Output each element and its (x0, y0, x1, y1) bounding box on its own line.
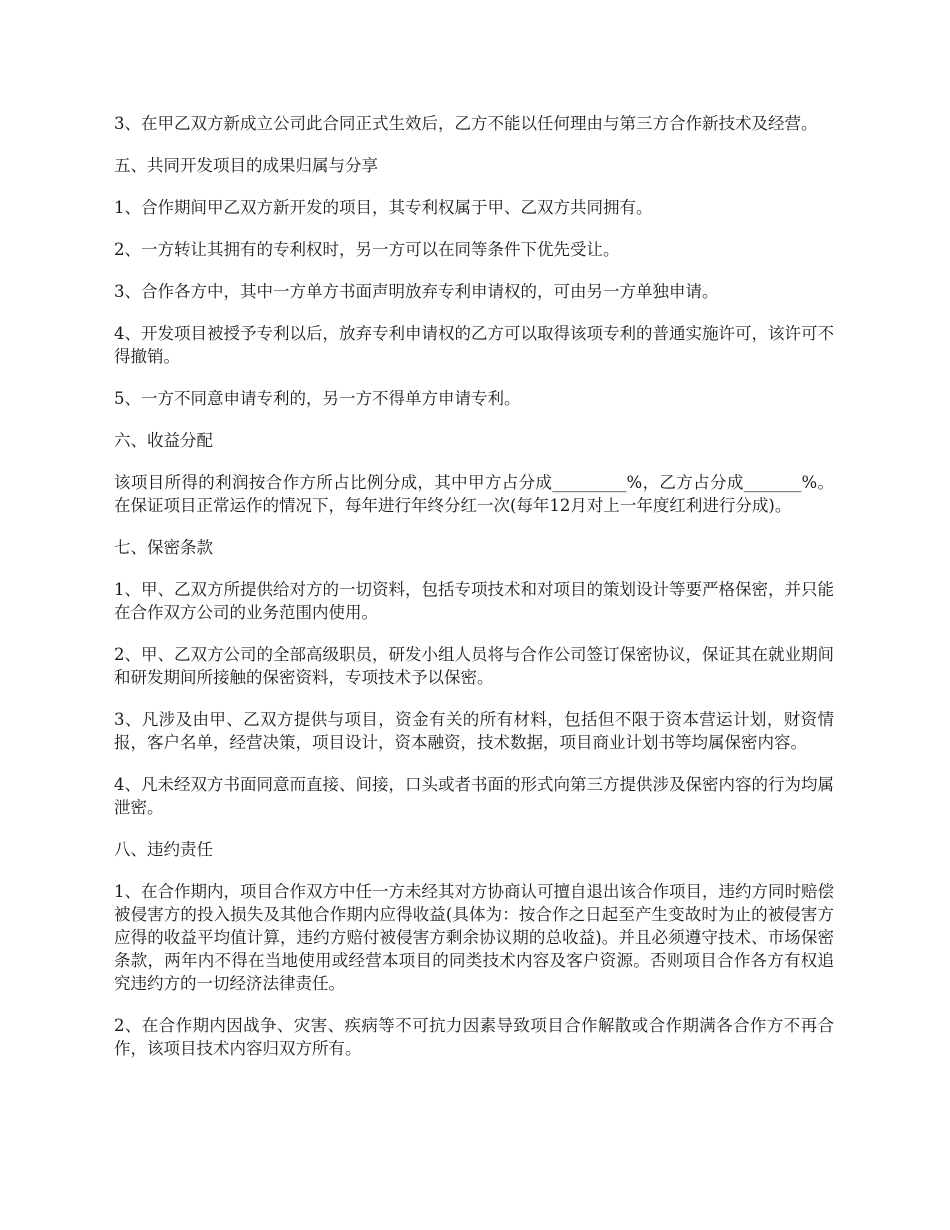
clause-6-body: 该项目所得的利润按合作方所占比例分成，其中甲方占分成_________%，乙方占分成_______%。在保证项目正常运作的情况下，每年进行年终分红一次(每年12月对上一年度红利进行分成)。 (114, 473, 834, 515)
clause-8-item-2: 2、在合作期内因战争、灾害、疾病等不可抗力因素导致项目合作解散或合作期满各合作方不再合作，该项目技术内容归双方所有。 (114, 1016, 834, 1058)
section-heading-8: 八、违约责任 (114, 840, 213, 859)
clause-5-item-4: 4、开发项目被授予专利以后，放弃专利申请权的乙方可以取得该项专利的普通实施许可，该许可不得撤销。 (114, 324, 834, 366)
clause-5-item-5: 5、一方不同意申请专利的，另一方不得单方申请专利。 (114, 389, 521, 408)
clause-8-item-1: 1、在合作期内，项目合作双方中任一方未经其对方协商认可擅自退出该合作项目，违约方同时赔偿被侵害方的投入损失及其他合作期内应得收益(具体为：按合作之日起至产生变故时为止的被侵害方应得的收益平均值计算，违约方赔付被侵害方剩余协议期的总收益)。并且必须遵守技术、市场保密条款，两年内不得在当地使用或经营本项目的同类技术内容及客户资源。否则项目合作各方有权追究违约方的一切经济法律责任。 (114, 882, 834, 993)
clause-7-item-1: 1、甲、乙双方所提供给对方的一切资料，包括专项技术和对项目的策划设计等要严格保密，并只能在合作双方公司的业务范围内使用。 (114, 580, 834, 622)
section-heading-7: 七、保密条款 (114, 538, 213, 557)
clause-5-item-1: 1、合作期间甲乙双方新开发的项目，其专利权属于甲、乙双方共同拥有。 (114, 198, 653, 217)
clause-5-item-2: 2、一方转让其拥有的专利权时，另一方可以在同等条件下优先受让。 (114, 240, 620, 259)
section-heading-6: 六、收益分配 (114, 431, 213, 450)
section-heading-5: 五、共同开发项目的成果归属与分享 (114, 156, 378, 175)
clause-5-item-3: 3、合作各方中，其中一方单方书面声明放弃专利申请权的，可由另一方单独申请。 (114, 282, 719, 301)
clause-4-item-3: 3、在甲乙双方新成立公司此合同正式生效后，乙方不能以任何理由与第三方合作新技术及经营。 (114, 114, 818, 133)
clause-7-item-2: 2、甲、乙双方公司的全部高级职员，研发小组人员将与合作公司签订保密协议，保证其在就业期间和研发期间所接触的保密资料，专项技术予以保密。 (114, 645, 834, 687)
document-body (114, 112, 834, 1079)
clause-7-item-4: 4、凡未经双方书面同意而直接、间接，口头或者书面的形式向第三方提供涉及保密内容的行为均属泄密。 (114, 775, 834, 817)
clause-7-item-3: 3、凡涉及由甲、乙双方提供与项目，资金有关的所有材料，包括但不限于资本营运计划，财资情报，客户名单，经营决策，项目设计，资本融资，技术数据，项目商业计划书等均属保密内容。 (114, 710, 834, 752)
